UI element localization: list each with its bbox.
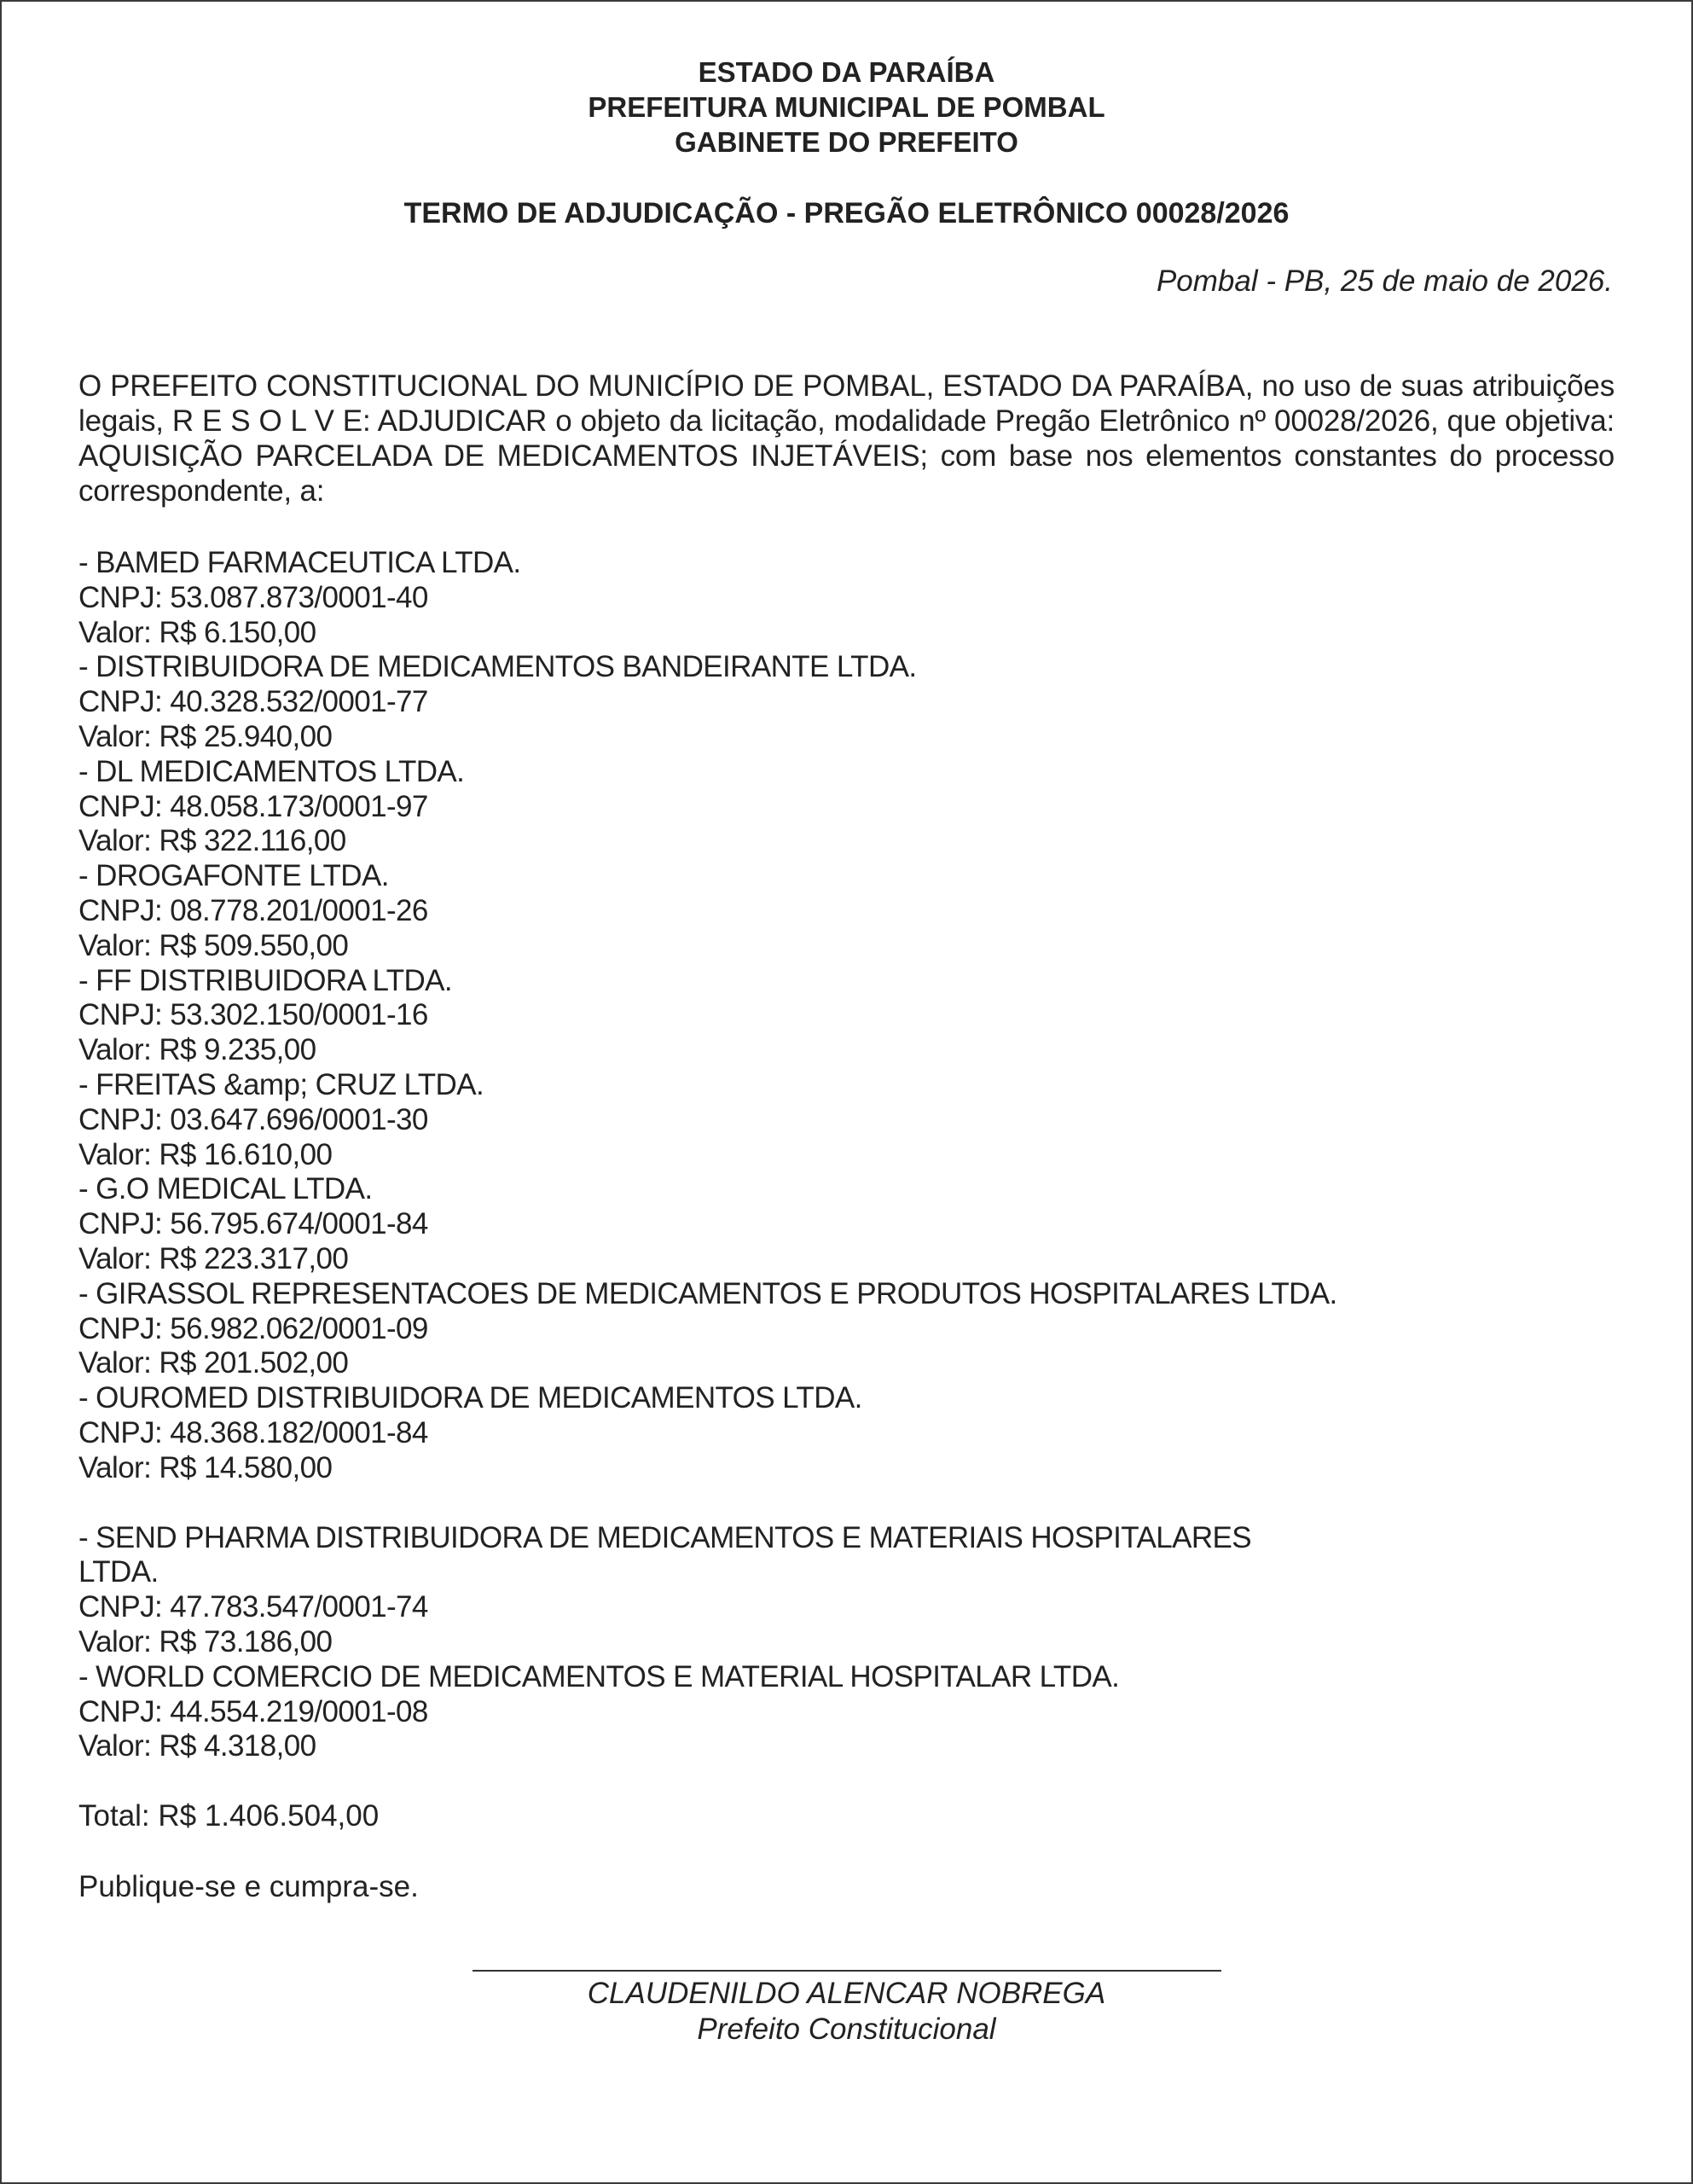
company-cnpj: CNPJ: 53.087.873/0001-40 — [78, 580, 428, 614]
closing-statement: Publique-se e cumpra-se. — [78, 1870, 419, 1903]
company-cnpj: CNPJ: 08.778.201/0001-26 — [78, 893, 428, 927]
company-cnpj: CNPJ: 44.554.219/0001-08 — [78, 1694, 428, 1728]
company-name: - BAMED FARMACEUTICA LTDA. — [78, 546, 521, 579]
company-name-continuation: LTDA. — [78, 1555, 159, 1589]
company-name: - FREITAS &amp; CRUZ LTDA. — [78, 1067, 484, 1101]
header-state: ESTADO DA PARAÍBA — [698, 56, 995, 88]
company-item — [78, 859, 1615, 963]
company-name: - SEND PHARMA DISTRIBUIDORA DE MEDICAMENTOS E MATERIAIS HOSPITALARES — [78, 1520, 1251, 1554]
company-name: - WORLD COMERCIO DE MEDICAMENTOS E MATERIAL HOSPITALAR LTDA. — [78, 1659, 1120, 1693]
company-name: - DL MEDICAMENTOS LTDA. — [78, 754, 465, 788]
company-value: Valor: R$ 9.235,00 — [78, 1033, 316, 1067]
company-name: - DISTRIBUIDORA DE MEDICAMENTOS BANDEIRANTE LTDA. — [78, 650, 917, 684]
company-value: Valor: R$ 201.502,00 — [78, 1346, 349, 1380]
body-paragraph: O PREFEITO CONSTITUCIONAL DO MUNICÍPIO DE POMBAL, ESTADO DA PARAÍBA, no uso de suas atribuições legais, R E S O L V E: ADJUDICAR o objeto da licitação, modalidade Pregão Eletrônico nº 00028/2026, que objetiva: AQUISIÇÃO PARCELADA DE MEDICAMENTOS INJETÁVEIS; com base nos elementos constantes do processo correspondente, a: — [78, 369, 1615, 508]
company-item — [78, 546, 1615, 650]
signatory-name: CLAUDENILDO ALENCAR NOBREGA — [587, 1977, 1106, 2010]
body-paragraph-block — [78, 369, 1615, 508]
company-cnpj: CNPJ: 47.783.547/0001-74 — [78, 1590, 428, 1624]
company-value: Valor: R$ 25.940,00 — [78, 719, 333, 753]
company-value: Valor: R$ 14.580,00 — [78, 1450, 333, 1484]
signature-line — [473, 1970, 1221, 1972]
company-item — [78, 1660, 1615, 1764]
company-item — [78, 755, 1615, 859]
company-value: Valor: R$ 509.550,00 — [78, 928, 349, 962]
company-name: - OUROMED DISTRIBUIDORA DE MEDICAMENTOS LTDA. — [78, 1381, 862, 1415]
company-list — [78, 546, 1615, 1764]
company-value: Valor: R$ 4.318,00 — [78, 1729, 316, 1763]
company-cnpj: CNPJ: 56.982.062/0001-09 — [78, 1311, 428, 1345]
company-value: Valor: R$ 73.186,00 — [78, 1624, 333, 1658]
company-name: - G.O MEDICAL LTDA. — [78, 1172, 373, 1206]
company-item — [78, 964, 1615, 1068]
company-item — [78, 650, 1615, 754]
company-cnpj: CNPJ: 40.328.532/0001-77 — [78, 685, 428, 719]
company-cnpj: CNPJ: 48.368.182/0001-84 — [78, 1415, 428, 1449]
company-cnpj: CNPJ: 48.058.173/0001-97 — [78, 789, 428, 823]
company-value: Valor: R$ 6.150,00 — [78, 615, 316, 649]
company-cnpj: CNPJ: 03.647.696/0001-30 — [78, 1102, 428, 1136]
company-value: Valor: R$ 16.610,00 — [78, 1137, 333, 1171]
company-item — [78, 1277, 1615, 1381]
list-spacer — [78, 1486, 1615, 1521]
company-value: Valor: R$ 322.116,00 — [78, 824, 346, 858]
company-item — [78, 1172, 1615, 1276]
total-amount: Total: R$ 1.406.504,00 — [78, 1799, 380, 1833]
company-value: Valor: R$ 223.317,00 — [78, 1241, 349, 1275]
company-name: - DROGAFONTE LTDA. — [78, 859, 389, 893]
company-name: - FF DISTRIBUIDORA LTDA. — [78, 963, 453, 997]
company-item — [78, 1068, 1615, 1172]
signatory-role: Prefeito Constitucional — [697, 2013, 996, 2046]
header-prefecture: PREFEITURA MUNICIPAL DE POMBAL — [588, 91, 1105, 123]
company-cnpj: CNPJ: 56.795.674/0001-84 — [78, 1207, 428, 1241]
document-title: TERMO DE ADJUDICAÇÃO - PREGÃO ELETRÔNICO 00028/2026 — [403, 197, 1290, 229]
header-office: GABINETE DO PREFEITO — [675, 126, 1018, 158]
company-item — [78, 1521, 1615, 1660]
document-header — [2, 55, 1691, 160]
company-item — [78, 1381, 1615, 1485]
company-name: - GIRASSOL REPRESENTACOES DE MEDICAMENTOS E PRODUTOS HOSPITALARES LTDA. — [78, 1276, 1337, 1310]
place-date: Pombal - PB, 25 de maio de 2026. — [1156, 264, 1613, 298]
company-cnpj: CNPJ: 53.302.150/0001-16 — [78, 998, 428, 1032]
